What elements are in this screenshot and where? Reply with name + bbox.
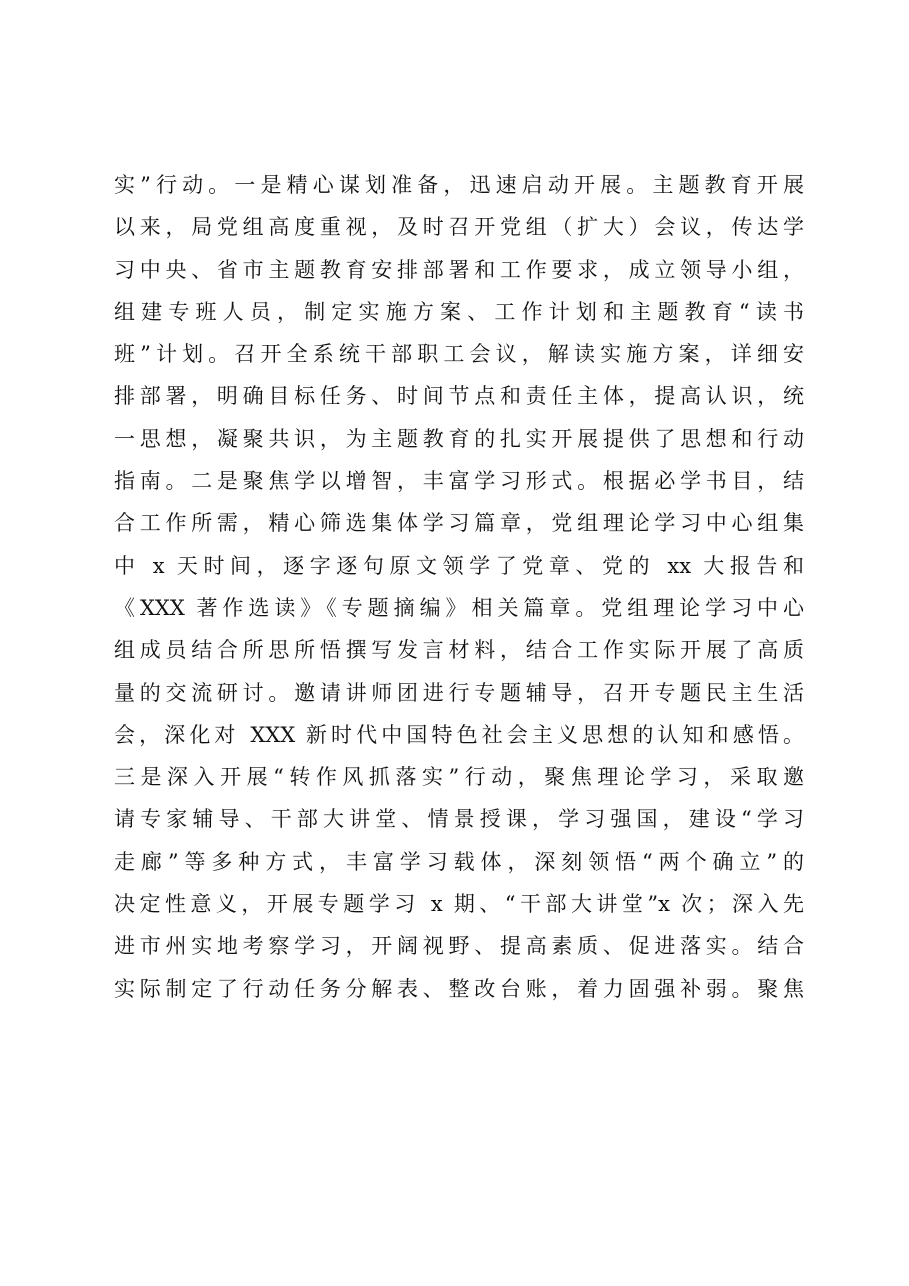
text-line: 走廊”等多种方式，丰富学习载体，深刻领悟“两个确立”的 — [114, 849, 804, 874]
text-line: 合工作所需，精心筛选集体学习篇章，党组理论学习中心组集 — [114, 511, 804, 536]
text-line: 中 x 天时间，逐字逐句原文领学了党章、党的 xx 大报告和 — [114, 553, 804, 578]
text-line: 习中央、省市主题教育安排部署和工作要求，成立领导小组， — [114, 257, 804, 282]
text-line: 班”计划。召开全系统干部职工会议，解读实施方案，详细安 — [114, 342, 804, 367]
text-line: 实际制定了行动任务分解表、整改台账，着力固强补弱。聚焦 — [114, 976, 804, 1001]
text-line: 以来，局党组高度重视，及时召开党组（扩大）会议，传达学 — [114, 215, 804, 240]
text-line: 实”行动。一是精心谋划准备，迅速启动开展。主题教育开展 — [114, 173, 804, 197]
text-line: 一思想，凝聚共识，为主题教育的扎实开展提供了思想和行动 — [114, 426, 804, 451]
text-line: 量的交流研讨。邀请讲师团进行专题辅导，召开专题民主生活 — [114, 680, 804, 705]
text-line: 请专家辅导、干部大讲堂、情景授课，学习强国，建设“学习 — [114, 807, 804, 832]
text-line: 组建专班人员，制定实施方案、工作计划和主题教育“读书 — [114, 299, 804, 324]
text-line: 三是深入开展“转作风抓落实”行动，聚焦理论学习，采取邀 — [114, 765, 804, 790]
body-paragraph — [114, 164, 804, 1010]
text-line: 排部署，明确目标任务、时间节点和责任主体，提高认识，统 — [114, 384, 804, 409]
text-line: 进市州实地考察学习，开阔视野、提高素质、促进落实。结合 — [114, 934, 804, 959]
text-line: 指南。二是聚焦学以增智，丰富学习形式。根据必学书目，结 — [114, 469, 804, 494]
text-line: 组成员结合所思所悟撰写发言材料，结合工作实际开展了高质 — [114, 638, 804, 663]
text-line: 决定性意义，开展专题学习 x 期、“干部大讲堂”x 次；深入先 — [114, 892, 804, 917]
text-line: 《XXX 著作选读》《专题摘编》相关篇章。党组理论学习中心 — [114, 595, 804, 620]
text-line: 会，深化对 XXX 新时代中国特色社会主义思想的认知和感悟。 — [114, 722, 804, 747]
